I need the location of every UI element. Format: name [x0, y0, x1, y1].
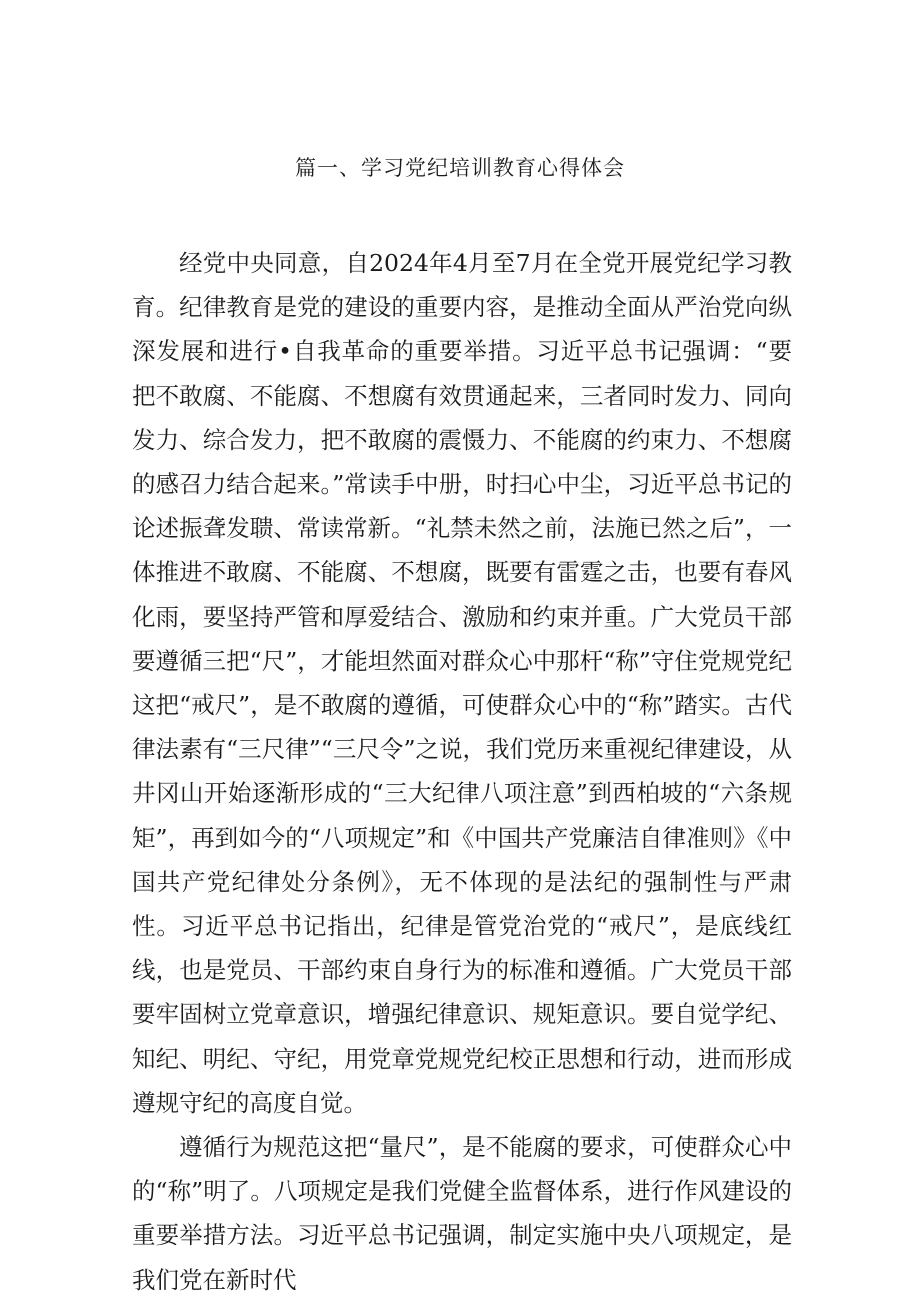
document-title: 篇一、学习党纪培训教育心得体会 — [295, 156, 625, 180]
document-body — [132, 241, 792, 1302]
paragraph-2: 遵循行为规范这把“量尺”，是不能腐的要求，可使群众心中的“称”明了。八项规定是我们党健全监督体系，进行作风建设的重要举措方法。习近平总书记强调，制定实施中央八项规定，是我们党在新时代 — [132, 1133, 792, 1294]
paragraph-1: 经党中央同意，自2024年4月至7月在全党开展党纪学习教育。纪律教育是党的建设的重要内容，是推动全面从严治党向纵深发展和进行•自我革命的重要举措。习近平总书记强调：“要把不敢腐、不能腐、不想腐有效贯通起来，三者同时发力、同向发力、综合发力，把不敢腐的震慑力、不能腐的约束力、不想腐的感召力结合起来。”常读手中册，时扫心中尘，习近平总书记的论述振聋发聩、常读常新。“礼禁未然之前，法施已然之后”，一体推进不敢腐、不能腐、不想腐，既要有雷霆之击，也要有春风化雨，要坚持严管和厚爱结合、激励和约束并重。广大党员干部要遵循三把“尺”，才能坦然面对群众心中那杆“称”守住党规党纪这把“戒尺”，是不敢腐的遵循，可使群众心中的“称”踏实。古代律法素有“三尺律”“三尺令”之说，我们党历来重视纪律建设，从井冈山开始逐渐形成的“三大纪律八项注意”到西柏坡的“六条规矩”，再到如今的“八项规定”和《中国共产党廉洁自律准则》《中国共产党纪律处分条例》，无不体现的是法纪的强制性与严肃性。习近平总书记指出，纪律是管党治党的“戒尺”，是底线红线，也是党员、干部约束自身行为的标准和遵循。广大党员干部要牢固树立党章意识，增强纪律意识、规矩意识。要自觉学纪、知纪、明纪、守纪，用党章党规党纪校正思想和行动，进而形成遵规守纪的高度自觉。 — [132, 249, 792, 1117]
